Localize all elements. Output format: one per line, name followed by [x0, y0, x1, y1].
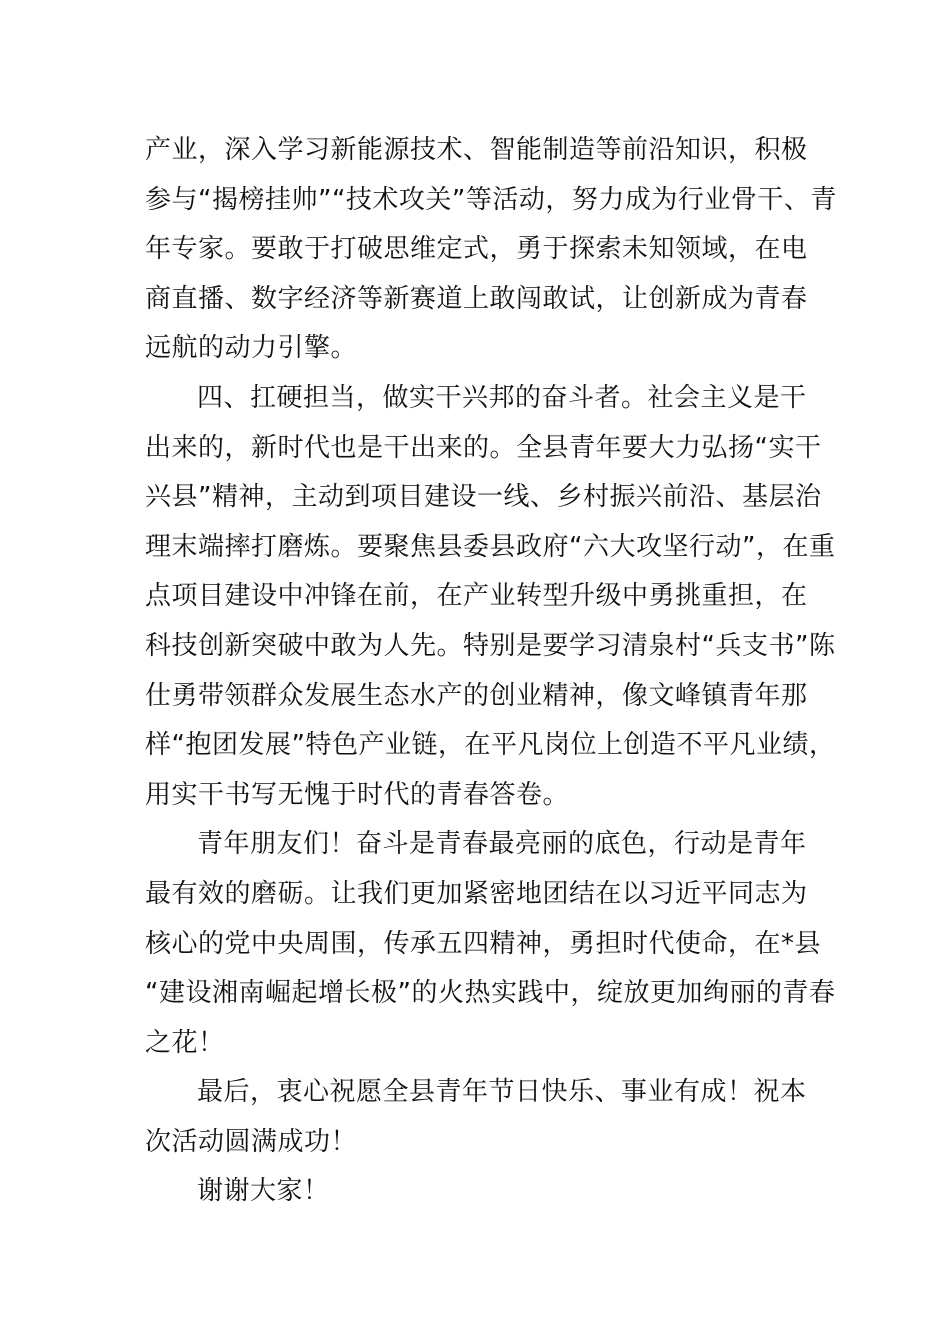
text-line: 商直播、数字经济等新赛道上敢闯敢试，让创新成为青春 — [145, 283, 808, 314]
text-line: 最有效的磨砺。让我们更加紧密地团结在以习近平同志为 — [145, 878, 808, 909]
text-line: 远航的动力引擎。 — [145, 333, 358, 364]
text-line: 点项目建设中冲锋在前，在产业转型升级中勇挑重担，在 — [145, 581, 808, 612]
speech-text-body — [145, 126, 837, 1217]
text-line: 年专家。要敢于打破思维定式，勇于探索未知领域，在电 — [145, 234, 808, 265]
closing-line: 谢谢大家！ — [197, 1176, 330, 1207]
text-line: 样“抱团发展”特色产业链，在平凡岗位上创造不平凡业绩， — [145, 730, 836, 761]
text-line: 科技创新突破中敢为人先。特别是要学习清泉村“兵支书”陈 — [145, 630, 836, 661]
text-line: 出来的，新时代也是干出来的。全县青年要大力弘扬“实干 — [145, 432, 822, 463]
text-line: 仕勇带领群众发展生态水产的创业精神，像文峰镇青年那 — [145, 680, 808, 711]
paragraph-first-line: 青年朋友们！奋斗是青春最亮丽的底色，行动是青年 — [197, 829, 807, 860]
text-line: 理末端摔打磨炼。要聚焦县委县政府“六大攻坚行动”，在重 — [145, 531, 836, 562]
text-line: 用实干书写无愧于时代的青春答卷。 — [145, 779, 570, 810]
paragraph-first-line: 四、扛硬担当，做实干兴邦的奋斗者。社会主义是干 — [197, 382, 807, 413]
text-line: 参与“揭榜挂帅”“技术攻关”等活动，努力成为行业骨干、青 — [145, 184, 837, 215]
paragraph-first-line: 最后，衷心祝愿全县青年节日快乐、事业有成！祝本 — [197, 1077, 807, 1108]
text-line: 核心的党中央周围，传承五四精神，勇担时代使命，在*县 — [145, 928, 822, 959]
text-line: “建设湘南崛起增长极”的火热实践中，绽放更加绚丽的青春 — [145, 978, 836, 1009]
text-line: 次活动圆满成功！ — [145, 1126, 358, 1157]
text-line: 产业，深入学习新能源技术、智能制造等前沿知识，积极 — [145, 135, 808, 165]
text-line: 兴县”精神，主动到项目建设一线、乡村振兴前沿、基层治 — [145, 482, 822, 513]
text-line: 之花！ — [145, 1027, 225, 1058]
